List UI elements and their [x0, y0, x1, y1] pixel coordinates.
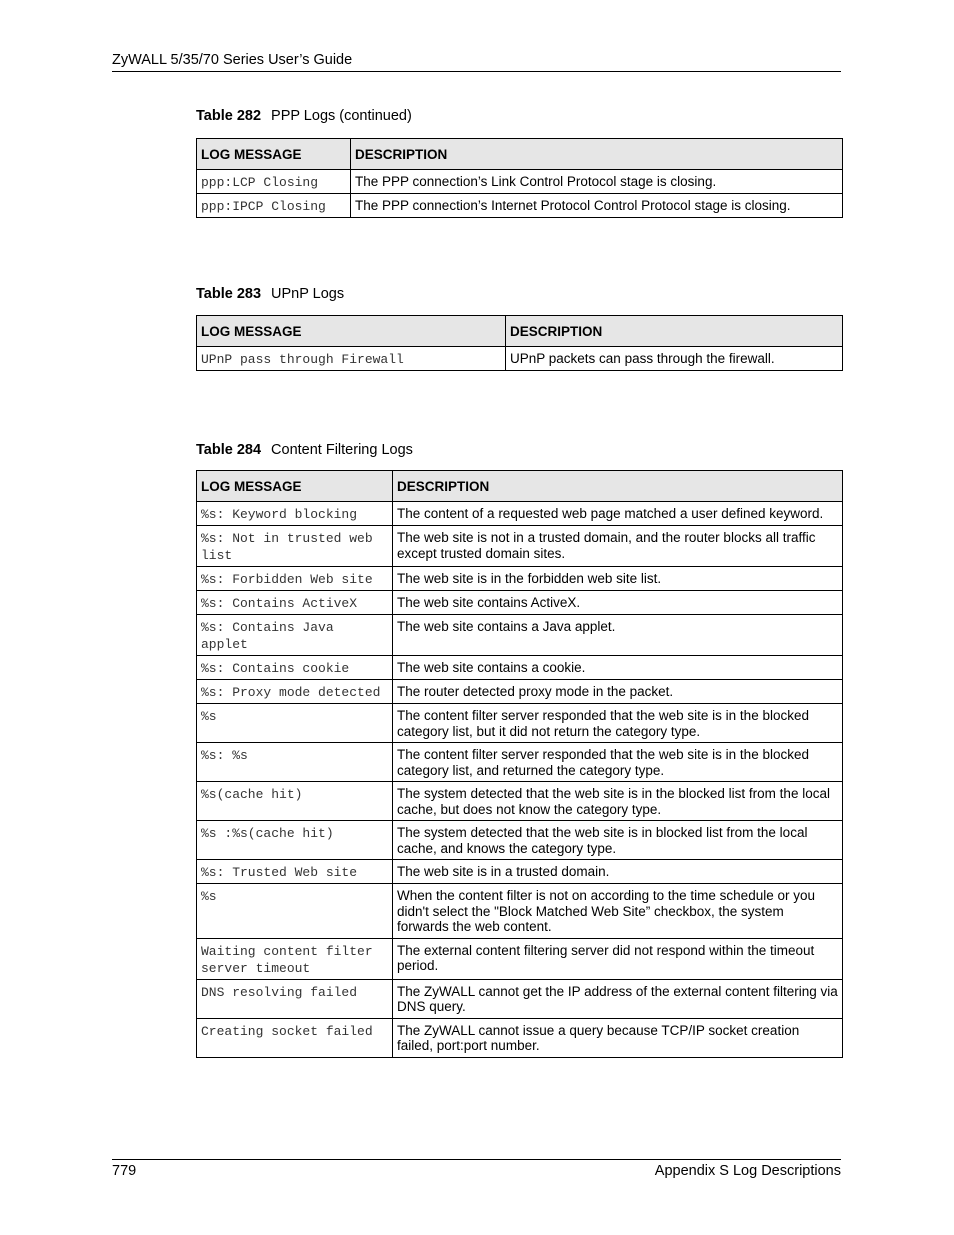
log-description: The web site is not in a trusted domain, and the router blocks all traffic except trusted domain sites. [393, 526, 843, 567]
log-description: When the content filter is not on according to the time schedule or you didn't select the "Block Matched Web Site” checkbox, the system forwards the web content. [393, 884, 843, 939]
table-number: Table 284 [196, 442, 262, 458]
column-header-log-message: LOG MESSAGE [197, 139, 351, 170]
log-message: %s: Trusted Web site [197, 860, 393, 884]
table-row [197, 860, 843, 884]
table-title: UPnP Logs [271, 286, 345, 302]
table-header-row [197, 139, 843, 170]
log-message: %s [197, 884, 393, 939]
table-title: PPP Logs (continued) [271, 108, 412, 124]
column-header-description: DESCRIPTION [393, 471, 843, 502]
log-description: The external content filtering server did not respond within the timeout period. [393, 938, 843, 979]
table-row [197, 170, 843, 194]
log-message: %s: Contains ActiveX [197, 591, 393, 615]
column-header-log-message: LOG MESSAGE [197, 471, 393, 502]
table-row [197, 680, 843, 704]
log-message: %s [197, 704, 393, 743]
table-row [197, 347, 843, 371]
table-283-caption [196, 286, 344, 302]
table-row [197, 502, 843, 526]
log-description: UPnP packets can pass through the firewall. [506, 347, 843, 371]
log-message: %s: Contains cookie [197, 656, 393, 680]
log-description: The web site contains a cookie. [393, 656, 843, 680]
log-description: The PPP connection’s Link Control Protocol stage is closing. [351, 170, 843, 194]
table-row [197, 656, 843, 680]
section-title: Appendix S Log Descriptions [654, 1163, 841, 1179]
log-description: The web site is in a trusted domain. [393, 860, 843, 884]
table-284-caption [196, 442, 413, 458]
table-row [197, 567, 843, 591]
log-message: UPnP pass through Firewall [197, 347, 506, 371]
table-row [197, 979, 843, 1018]
log-description: The PPP connection’s Internet Protocol Control Protocol stage is closing. [351, 194, 843, 218]
log-message: %s: Keyword blocking [197, 502, 393, 526]
table-number: Table 282 [196, 108, 262, 124]
log-description: The web site is in the forbidden web site list. [393, 567, 843, 591]
log-message: %s: Proxy mode detected [197, 680, 393, 704]
table-row [197, 591, 843, 615]
log-message: %s: Not in trusted web list [197, 526, 393, 567]
upnp-logs-table [196, 315, 843, 371]
table-row [197, 194, 843, 218]
log-description: The system detected that the web site is in blocked list from the local cache, and knows the category type. [393, 821, 843, 860]
log-message: %s: %s [197, 743, 393, 782]
content-filtering-logs-table [196, 470, 843, 1058]
guide-title: ZyWALL 5/35/70 Series User’s Guide [112, 52, 353, 68]
log-message: %s :%s(cache hit) [197, 821, 393, 860]
log-description: The content of a requested web page matched a user defined keyword. [393, 502, 843, 526]
log-description: The system detected that the web site is in the blocked list from the local cache, but does not know the category type. [393, 782, 843, 821]
log-message: %s(cache hit) [197, 782, 393, 821]
log-description: The web site contains a Java applet. [393, 615, 843, 656]
table-number: Table 283 [196, 286, 262, 302]
table-row [197, 704, 843, 743]
log-description: The content filter server responded that the web site is in the blocked category list, but it did not return the category type. [393, 704, 843, 743]
page-header [112, 51, 841, 72]
table-row [197, 782, 843, 821]
table-header-row [197, 316, 843, 347]
table-row [197, 743, 843, 782]
column-header-description: DESCRIPTION [351, 139, 843, 170]
table-row [197, 526, 843, 567]
table-header-row [197, 471, 843, 502]
column-header-description: DESCRIPTION [506, 316, 843, 347]
log-description: The web site contains ActiveX. [393, 591, 843, 615]
log-message: DNS resolving failed [197, 979, 393, 1018]
log-message: Waiting content filter server timeout [197, 938, 393, 979]
log-message: ppp:IPCP Closing [197, 194, 351, 218]
log-description: The router detected proxy mode in the packet. [393, 680, 843, 704]
log-message: Creating socket failed [197, 1018, 393, 1057]
table-row [197, 1018, 843, 1057]
table-282-caption [196, 108, 412, 124]
page-number: 779 [112, 1163, 137, 1179]
log-description: The ZyWALL cannot get the IP address of the external content filtering via DNS query. [393, 979, 843, 1018]
page-footer [112, 1159, 841, 1184]
log-message: ppp:LCP Closing [197, 170, 351, 194]
table-title: Content Filtering Logs [271, 442, 413, 458]
table-row [197, 821, 843, 860]
log-message: %s: Forbidden Web site [197, 567, 393, 591]
table-row [197, 938, 843, 979]
log-description: The content filter server responded that the web site is in the blocked category list, and returned the category type. [393, 743, 843, 782]
ppp-logs-table [196, 138, 843, 218]
table-row [197, 884, 843, 939]
column-header-log-message: LOG MESSAGE [197, 316, 506, 347]
log-description: The ZyWALL cannot issue a query because TCP/IP socket creation failed, port:port number. [393, 1018, 843, 1057]
log-message: %s: Contains Java applet [197, 615, 393, 656]
table-row [197, 615, 843, 656]
